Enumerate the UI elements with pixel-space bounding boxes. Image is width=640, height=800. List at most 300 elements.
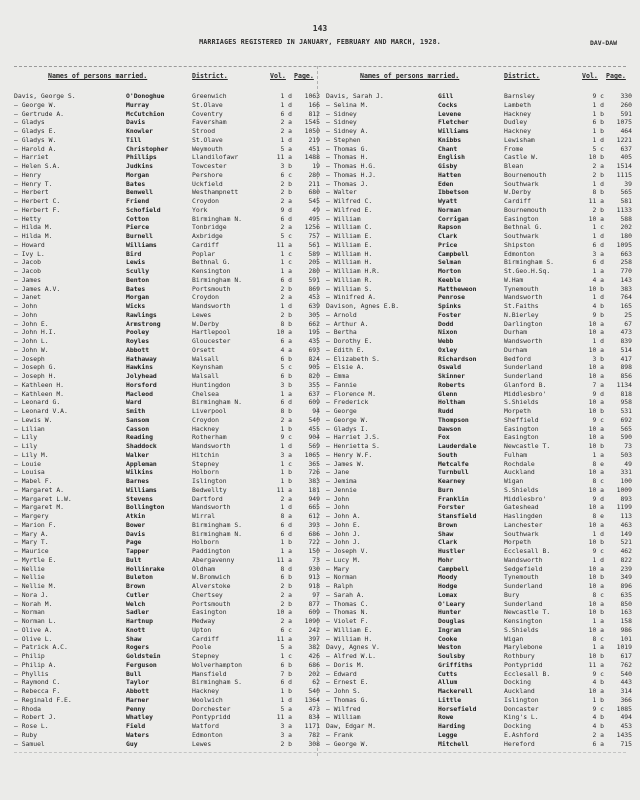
person-name: — William S. <box>326 284 373 293</box>
page-ref: 39 <box>624 179 632 188</box>
page-ref: 692 <box>620 415 632 424</box>
district: Faversham <box>192 118 227 127</box>
district: Lanchester <box>504 520 543 529</box>
volume: 2 b <box>280 310 292 319</box>
page-ref: 49 <box>624 459 632 468</box>
page-ref: 19 <box>312 162 320 170</box>
volume: 6 d <box>280 678 292 687</box>
table-row <box>14 267 324 276</box>
table-row <box>326 171 636 180</box>
page-ref: 242 <box>308 625 320 634</box>
spouse-surname: Whatley <box>126 713 153 722</box>
spouse-surname: Mattheweon <box>438 284 477 293</box>
page-ref: 635 <box>620 590 632 599</box>
person-name: — Norah M. <box>14 599 53 608</box>
table-row <box>14 171 324 180</box>
volume: 1 b <box>280 687 292 695</box>
table-row <box>326 670 636 679</box>
spouse-surname: Schofield <box>126 205 161 214</box>
person-name: — John <box>14 302 38 310</box>
spouse-surname: Reading <box>126 433 153 442</box>
volume: 10 a <box>588 599 604 608</box>
table-row <box>14 661 324 670</box>
spouse-surname: Guy <box>126 739 138 748</box>
spouse-surname: Tapper <box>126 547 150 555</box>
person-name: — Edith E. <box>326 345 365 354</box>
table-row <box>326 241 636 250</box>
table-row <box>14 407 324 416</box>
table-row <box>14 337 324 346</box>
spouse-surname: Abbott <box>126 687 150 695</box>
page-ref: 850 <box>620 599 632 608</box>
district: Towcester <box>192 162 227 170</box>
spouse-surname: Hollinrake <box>126 564 165 573</box>
spouse-surname: Shaddock <box>126 442 157 450</box>
spouse-surname: Foster <box>438 310 462 319</box>
table-row <box>326 328 636 337</box>
page-ref: 905 <box>308 363 320 372</box>
spouse-surname: Till <box>126 135 142 144</box>
person-name: — Mary T. <box>14 538 49 547</box>
person-name: — Bertha <box>326 328 357 337</box>
person-name: — Winifred A. <box>326 293 377 302</box>
district: Birmingham S. <box>192 520 243 529</box>
table-row <box>14 503 324 512</box>
person-name: — Lily <box>14 433 38 442</box>
table-row <box>326 311 636 320</box>
table-row <box>14 626 324 635</box>
spouse-surname: Burn <box>438 485 454 494</box>
table-row <box>14 538 324 547</box>
spouse-surname: Weston <box>438 643 462 652</box>
page-ref: 856 <box>620 372 632 380</box>
spouse-surname: Ingram <box>438 625 462 634</box>
page-ref: 521 <box>620 538 632 547</box>
table-row <box>326 591 636 600</box>
person-name: — Elizabeth S. <box>326 354 380 363</box>
person-name: — Sidney <box>326 118 357 127</box>
page-ref: 97 <box>312 590 320 599</box>
volume: 6 d <box>592 258 604 267</box>
person-name: — Ernest E. <box>326 678 369 687</box>
person-name: — Nellie <box>14 573 45 582</box>
volume: 10 b <box>588 284 604 293</box>
person-name: — John L. <box>14 337 49 345</box>
volume: 9 c <box>592 547 604 555</box>
district: Croydon <box>192 293 219 302</box>
spouse-surname: Gill <box>438 92 454 100</box>
person-name: — Wilfred E. <box>326 205 373 214</box>
volume: 2 a <box>280 127 292 135</box>
page-ref: 1090 <box>304 617 320 625</box>
table-row <box>14 276 324 285</box>
person-name: Daw, Edgar M. <box>326 722 377 730</box>
person-name: — Hilda M. <box>14 232 53 240</box>
table-row <box>326 617 636 626</box>
table-row <box>326 180 636 189</box>
district: Dorchester <box>192 704 231 713</box>
table-row <box>326 188 636 197</box>
page-ref: 662 <box>308 319 320 328</box>
district: Hackney <box>192 424 219 433</box>
spouse-surname: Casson <box>126 424 150 433</box>
district: Llandilofawr <box>192 153 239 162</box>
table-row <box>326 600 636 609</box>
spouse-surname: Field <box>126 722 146 730</box>
district: Sunderland <box>504 363 543 372</box>
person-name: — Gertrude A. <box>14 109 65 118</box>
spouse-surname: Sansom <box>126 415 150 424</box>
district: Newcastle T. <box>504 608 551 617</box>
page-ref: 726 <box>308 468 320 477</box>
page-ref: 494 <box>620 713 632 722</box>
volume: 6 c <box>280 625 292 634</box>
table-row <box>326 495 636 504</box>
spouse-surname: Holtham <box>438 398 465 407</box>
page-ref: 839 <box>620 337 632 345</box>
volume: 10 a <box>588 625 604 634</box>
person-name: — Robert J. <box>14 713 57 722</box>
person-name: — Edward <box>326 669 357 678</box>
person-name: — Lewis W. <box>14 415 53 424</box>
spouse-surname: Hatten <box>438 170 462 179</box>
page-ref: 1545 <box>304 118 320 127</box>
page-ref: 101 <box>620 634 632 643</box>
page-ref: 1133 <box>616 205 632 214</box>
spouse-surname: Rowe <box>438 713 454 722</box>
volume: 10 a <box>588 687 604 695</box>
district: W.Derby <box>504 188 531 197</box>
table-row <box>14 180 324 189</box>
spouse-surname: Lewis <box>126 258 146 267</box>
page-ref: 637 <box>620 144 632 153</box>
spouse-surname: Eden <box>438 179 454 188</box>
district: Southwark <box>504 232 539 240</box>
volume: 9 b <box>592 310 604 319</box>
spouse-surname: O'Donoghue <box>126 92 165 100</box>
spouse-surname: Williams <box>438 127 469 135</box>
spouse-surname: Campbell <box>438 564 469 573</box>
volume: 2 b <box>592 170 604 179</box>
table-row <box>326 477 636 486</box>
top-divider <box>14 66 626 67</box>
person-name: — Louisa <box>14 468 45 477</box>
person-name: — Jennie <box>326 485 357 494</box>
person-name: — William H. <box>326 258 373 267</box>
page-ref: 219 <box>308 135 320 144</box>
table-row <box>326 118 636 127</box>
volume: 11 a <box>276 713 292 722</box>
volume: 10 b <box>588 652 604 660</box>
person-name: — Janet <box>14 293 41 302</box>
district: Bethnal G. <box>504 223 543 232</box>
district: Huntingdon <box>192 380 231 389</box>
district: Croydon <box>192 415 219 424</box>
spouse-surname: Knibbs <box>438 135 462 144</box>
page-ref: 25 <box>624 310 632 319</box>
district: Birmingham N. <box>192 529 243 538</box>
table-row <box>326 127 636 136</box>
volume: 1 d <box>280 695 292 704</box>
page-ref: 314 <box>620 687 632 695</box>
spouse-surname: Price <box>438 240 458 249</box>
spouse-surname: Penrose <box>438 293 465 302</box>
volume: 5 a <box>280 704 292 713</box>
district: Poplar <box>192 249 216 258</box>
page-ref: 451 <box>308 144 320 153</box>
page-ref: 869 <box>308 284 320 293</box>
page-ref: 514 <box>620 345 632 354</box>
district: Ecclesall B. <box>504 669 551 678</box>
district: Weymouth <box>192 144 223 153</box>
district: Edmonton <box>504 249 535 258</box>
page-ref: 330 <box>620 92 632 100</box>
district: Holborn <box>192 468 219 477</box>
spouse-surname: Sadler <box>126 608 150 617</box>
district: Morpeth <box>504 407 531 415</box>
table-row <box>326 503 636 512</box>
table-row <box>14 687 324 696</box>
spouse-surname: Page <box>126 538 142 547</box>
volume: 2 b <box>280 599 292 608</box>
volume: 1 d <box>592 135 604 144</box>
volume: 8 a <box>280 512 292 520</box>
volume: 10 b <box>588 407 604 415</box>
page-ref: 397 <box>308 634 320 643</box>
spouse-surname: Horsford <box>126 380 157 389</box>
spouse-surname: Walker <box>126 450 150 459</box>
person-name: — William <box>326 214 361 223</box>
page-ref: 163 <box>620 608 632 617</box>
table-row <box>14 398 324 407</box>
header-page: Page. <box>606 72 626 80</box>
table-row <box>14 232 324 241</box>
district: Wigan <box>504 634 524 643</box>
volume: 1 b <box>280 424 292 433</box>
volume: 1 c <box>592 223 604 232</box>
person-name: — Mabel F. <box>14 477 53 485</box>
spouse-surname: Shaw <box>126 634 142 643</box>
district: E.Ashford <box>504 730 539 739</box>
volume: 5 c <box>280 363 292 372</box>
page-ref: 904 <box>308 433 320 442</box>
district: St.Olave <box>192 135 223 144</box>
person-name: — Frederick <box>326 398 369 407</box>
table-row <box>326 320 636 329</box>
spouse-surname: Morton <box>438 267 462 275</box>
person-name: — Harriet J.S. <box>326 433 380 442</box>
page-ref: 211 <box>308 179 320 188</box>
person-name: — William C. <box>326 223 373 232</box>
district: Birmingham N. <box>192 398 243 407</box>
spouse-surname: Knowler <box>126 127 153 135</box>
spouse-surname: Webb <box>438 337 454 345</box>
spouse-surname: Turnbull <box>438 468 469 477</box>
volume: 9 d <box>592 389 604 398</box>
volume: 6 d <box>280 275 292 284</box>
page-ref: 589 <box>308 249 320 258</box>
page-ref: 383 <box>620 284 632 293</box>
page-ref: 258 <box>620 258 632 267</box>
table-row <box>14 346 324 355</box>
district: Hartlepool <box>192 328 231 337</box>
page-ref: 495 <box>308 214 320 223</box>
spouse-surname: Campbell <box>438 249 469 258</box>
page-ref: 590 <box>620 433 632 442</box>
person-name: — William <box>326 713 361 722</box>
spouse-surname: Bull <box>126 669 142 678</box>
person-name: — John J. <box>326 538 361 547</box>
spouse-surname: Hartnup <box>126 617 153 625</box>
volume: 10 a <box>588 328 604 337</box>
page-ref: 770 <box>620 267 632 275</box>
district: Paddington <box>192 547 231 555</box>
table-row <box>326 232 636 241</box>
page-ref: 202 <box>308 669 320 678</box>
page-ref: 455 <box>308 424 320 433</box>
spouse-surname: Skinner <box>438 372 465 380</box>
table-row <box>326 258 636 267</box>
page-ref: 1364 <box>304 695 320 704</box>
volume: 10 a <box>588 485 604 494</box>
person-name: — Lily M. <box>14 450 49 459</box>
page-ref: 930 <box>308 564 320 573</box>
page-ref: 305 <box>308 310 320 319</box>
volume: 6 b <box>280 660 292 669</box>
spouse-surname: Nixon <box>438 328 458 337</box>
district: Portsmouth <box>192 284 231 293</box>
spouse-surname: Wilkins <box>126 468 153 477</box>
spouse-surname: Legge <box>438 730 458 739</box>
spouse-surname: Selman <box>438 258 462 267</box>
page-ref: 818 <box>620 389 632 398</box>
volume: 10 a <box>588 582 604 590</box>
table-row <box>326 162 636 171</box>
district: Marylebone <box>504 643 543 652</box>
table-row <box>326 661 636 670</box>
person-name: Davis, Sarah J. <box>326 92 384 100</box>
page-ref: 1009 <box>616 485 632 494</box>
volume: 10 b <box>588 442 604 450</box>
spouse-surname: Stansfield <box>438 512 477 520</box>
person-name: — Henry T. <box>14 179 53 188</box>
spouse-surname: Douglas <box>438 617 465 625</box>
volume: 3 a <box>280 730 292 739</box>
table-row <box>326 678 636 687</box>
volume: 1 b <box>280 468 292 477</box>
column-header <box>14 72 324 88</box>
spouse-surname: Williams <box>126 485 157 494</box>
page-ref: 355 <box>308 380 320 389</box>
person-name: — Kathleen H. <box>14 380 65 389</box>
table-row <box>326 626 636 635</box>
table-row <box>14 617 324 626</box>
district: S.Shields <box>504 485 539 494</box>
person-name: — William H. <box>326 249 373 258</box>
header-names: Names of persons married. <box>360 72 460 80</box>
volume: 1 b <box>592 109 604 118</box>
person-name: — Margaret A. <box>14 485 65 494</box>
volume: 1 d <box>280 442 292 450</box>
volume: 2 a <box>592 162 604 170</box>
spouse-surname: Ward <box>126 398 142 407</box>
page-ref: 165 <box>620 302 632 310</box>
district: Birmingham N. <box>192 214 243 223</box>
district: Morpeth <box>504 538 531 547</box>
volume: 1 a <box>592 267 604 275</box>
volume: 2 a <box>280 590 292 599</box>
spouse-surname: Taylor <box>126 678 150 687</box>
table-row <box>14 153 324 162</box>
spouse-surname: Buleton <box>126 573 153 582</box>
district: Upton <box>192 625 212 634</box>
spouse-surname: Abbott <box>126 345 150 354</box>
table-row <box>326 197 636 206</box>
page-ref: 617 <box>620 652 632 660</box>
header-vol: Vol. <box>270 72 286 80</box>
volume: 3 b <box>280 162 292 170</box>
district: Southwark <box>504 529 539 538</box>
district: Durham <box>504 345 528 354</box>
volume: 1 a <box>592 450 604 459</box>
spouse-surname: Allum <box>438 678 458 687</box>
volume: 2 b <box>280 739 292 748</box>
person-name: — Dorothy E. <box>326 337 373 345</box>
table-row <box>14 442 324 451</box>
district: Birmingham N. <box>192 275 243 284</box>
district: Hitchin <box>192 450 219 459</box>
table-row <box>326 337 636 346</box>
district: Ecclesall B. <box>504 547 551 555</box>
district: Walsall <box>192 372 219 380</box>
page-ref: 637 <box>308 389 320 398</box>
page-ref: 166 <box>308 100 320 109</box>
spouse-surname: Stevens <box>126 494 153 503</box>
volume: 1 c <box>280 459 292 468</box>
page-ref: 94 <box>312 407 320 415</box>
table-row <box>326 136 636 145</box>
volume: 10 a <box>276 328 292 337</box>
table-row <box>14 477 324 486</box>
table-row <box>326 381 636 390</box>
table-row <box>326 293 636 302</box>
page-ref: 143 <box>620 275 632 284</box>
table-row <box>14 223 324 232</box>
volume: 9 c <box>592 669 604 678</box>
district: Dudley <box>504 118 528 127</box>
table-row <box>14 670 324 679</box>
table-row <box>14 118 324 127</box>
table-row <box>326 355 636 364</box>
volume: 10 a <box>276 608 292 617</box>
table-row <box>14 678 324 687</box>
spouse-surname: Ibbetson <box>438 188 469 197</box>
district: Sunderland <box>504 599 543 608</box>
spouse-surname: Friend <box>126 197 150 205</box>
volume: 4 a <box>592 275 604 284</box>
page-ref: 417 <box>620 354 632 363</box>
district: Docking <box>504 722 531 730</box>
table-row <box>326 582 636 591</box>
table-row <box>326 705 636 714</box>
person-name: — Howard <box>14 240 45 249</box>
page-ref: 1221 <box>616 135 632 144</box>
person-name: — John E. <box>14 319 49 328</box>
page-ref: 349 <box>620 573 632 582</box>
district: Sheffield <box>504 415 539 424</box>
person-name: — Margaret L.W. <box>14 494 72 503</box>
district: Lewisham <box>504 135 535 144</box>
